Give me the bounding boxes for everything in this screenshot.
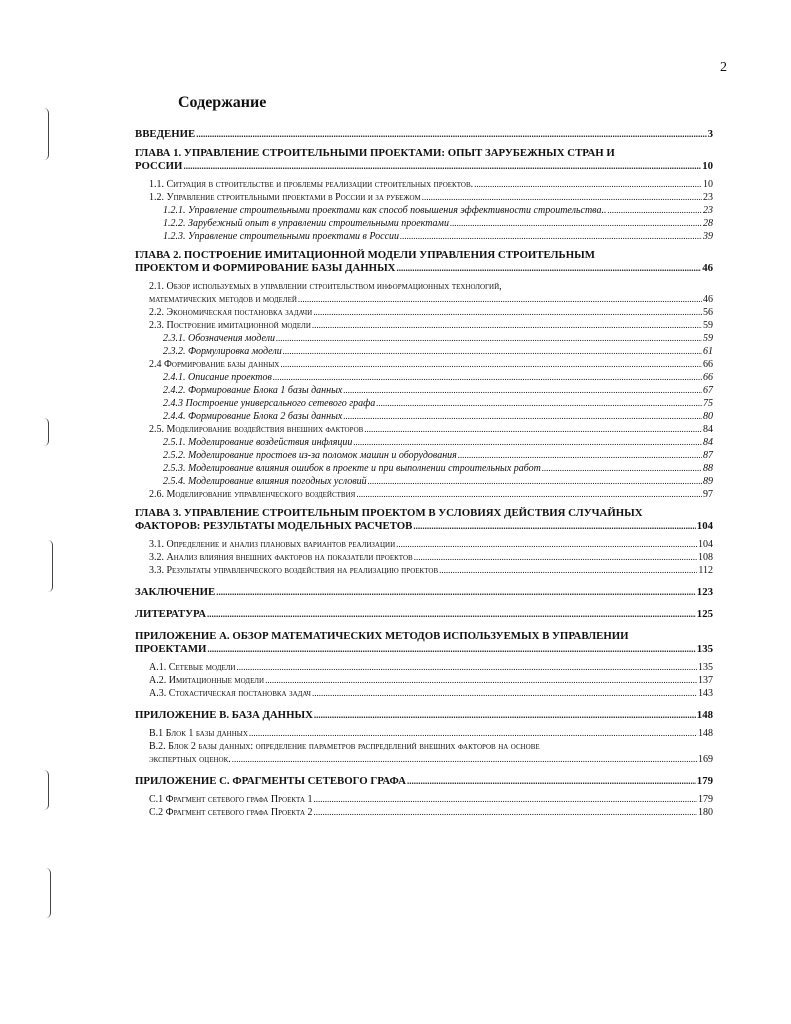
toc-entry-title: 2.3.1. Обозначения модели	[163, 333, 276, 344]
toc-entry	[135, 319, 713, 332]
toc-entry-page: 10	[703, 179, 713, 190]
toc-entry	[135, 564, 713, 577]
toc-entry-title-first-line: ГЛАВА 3. УПРАВЛЕНИЕ СТРОИТЕЛЬНЫМ ПРОЕКТОМ В УСЛОВИЯХ ДЕЙСТВИЯ СЛУЧАЙНЫХ	[135, 507, 643, 519]
toc-entry	[135, 423, 713, 436]
toc-entry-page: 89	[703, 476, 713, 487]
dot-leader	[312, 687, 697, 700]
toc-entry-title: 2.4.4. Формирование Блока 2 базы данных	[163, 411, 343, 422]
toc-entry-title: 2.5.1. Моделирование воздействия инфляции	[163, 437, 353, 448]
toc-entry	[135, 371, 713, 384]
toc-entry-title: 2.5.4. Моделирование влияния погодных условий	[163, 476, 367, 487]
toc-entry	[135, 608, 713, 621]
dot-leader	[283, 345, 702, 358]
toc-entry-page: 39	[703, 231, 713, 242]
toc-entry-title: ПРОЕКТАМИ	[135, 643, 207, 655]
toc-entry-page: 104	[696, 520, 713, 532]
dot-leader	[474, 178, 702, 191]
dot-leader	[396, 262, 701, 275]
toc-entry	[135, 436, 713, 449]
toc-entry-title: 2.4.1. Описание проектов	[163, 372, 272, 383]
dot-leader	[343, 410, 702, 423]
dot-leader	[356, 488, 702, 501]
dot-leader	[312, 319, 702, 332]
dot-leader	[280, 358, 702, 371]
dot-leader	[450, 217, 702, 230]
toc-entry	[135, 332, 713, 345]
toc-entry-title: ПРОЕКТОМ И ФОРМИРОВАНИЕ БАЗЫ ДАННЫХ	[135, 262, 396, 274]
toc-entry	[135, 793, 713, 806]
toc-entry	[135, 630, 713, 656]
toc-entry-page: 67	[703, 385, 713, 396]
toc-entry	[135, 806, 713, 819]
toc-entry	[135, 204, 713, 217]
toc-entry-title: 3.3. Результаты управленческого воздействия на реализацию проектов	[149, 565, 439, 576]
toc-entry-title-first-line: В.2. Блок 2 базы данных: определение параметров распределений внешних факторов на основе	[149, 741, 540, 752]
toc-entry-title: 2.4.3 Построение универсального сетевого графа	[163, 398, 376, 409]
dot-leader	[314, 709, 696, 722]
dot-leader	[298, 293, 702, 306]
toc-entry-title: 2.5.2. Моделирование простоев из-за поломок машин и оборудования	[163, 450, 457, 461]
toc-entry	[135, 661, 713, 674]
toc-entry	[135, 507, 713, 533]
toc-entry-page: 66	[703, 359, 713, 370]
dot-leader	[364, 423, 702, 436]
toc-entry-page: 135	[696, 643, 713, 655]
toc-entry-title: ЗАКЛЮЧЕНИЕ	[135, 586, 216, 598]
toc-entry-page: 59	[703, 320, 713, 331]
toc-entry-page: 56	[703, 307, 713, 318]
dot-leader	[376, 397, 702, 410]
toc-entry-title: 2.6. Моделирование управленческого воздействия	[149, 489, 356, 500]
toc-entry	[135, 462, 713, 475]
toc-entry	[135, 775, 713, 788]
toc-entry-title: ФАКТОРОВ: РЕЗУЛЬТАТЫ МОДЕЛЬНЫХ РАСЧЕТОВ	[135, 520, 413, 532]
dot-leader	[400, 230, 702, 243]
toc-entry	[135, 727, 713, 740]
table-of-contents	[135, 128, 713, 819]
dot-leader	[196, 128, 706, 141]
toc-entry-page: 179	[698, 794, 713, 805]
toc-entry-page: 23	[703, 192, 713, 203]
toc-entry-title: А.1. Сетевые модели	[149, 662, 236, 673]
toc-entry-title: 2.3.2. Формулировка модели	[163, 346, 282, 357]
toc-entry-page: 104	[698, 539, 713, 550]
dot-leader	[183, 160, 701, 173]
toc-entry-title-first-line: ГЛАВА 1. УПРАВЛЕНИЕ СТРОИТЕЛЬНЫМИ ПРОЕКТАМИ: ОПЫТ ЗАРУБЕЖНЫХ СТРАН И	[135, 147, 615, 159]
toc-entry-title: РОССИИ	[135, 160, 183, 172]
toc-entry-page: 84	[703, 424, 713, 435]
toc-entry	[135, 306, 713, 319]
margin-bracket-mark	[44, 108, 49, 160]
dot-leader	[313, 306, 702, 319]
dot-leader	[216, 586, 696, 599]
toc-entry	[135, 280, 713, 306]
page-number: 2	[720, 60, 727, 75]
dot-leader	[353, 436, 702, 449]
toc-entry-title: 2.3. Построение имитационной модели	[149, 320, 311, 331]
dot-leader	[343, 384, 702, 397]
dot-leader	[232, 753, 697, 766]
dot-leader	[207, 608, 696, 621]
toc-entry	[135, 128, 713, 141]
toc-entry-page: 59	[703, 333, 713, 344]
toc-entry	[135, 687, 713, 700]
toc-entry-page: 46	[702, 262, 713, 274]
toc-entry-page: 75	[703, 398, 713, 409]
toc-entry-page: 46	[703, 294, 713, 305]
dot-leader	[236, 661, 697, 674]
margin-bracket-mark	[48, 540, 53, 592]
toc-entry-title: А.3. Стохастическая постановка задач	[149, 688, 311, 699]
toc-entry-page: 23	[703, 205, 713, 216]
dot-leader	[542, 462, 702, 475]
toc-entry-title: 1.1. Ситуация в строительстве и проблемы реализации строительных проектов.	[149, 179, 474, 190]
toc-entry-title: С.2 Фрагмент сетевого графа Проекта 2	[149, 807, 313, 818]
toc-entry-title: ПРИЛОЖЕНИЕ С. ФРАГМЕНТЫ СЕТЕВОГО ГРАФА	[135, 775, 406, 787]
toc-entry	[135, 709, 713, 722]
margin-bracket-mark	[44, 418, 49, 446]
dot-leader	[265, 674, 697, 687]
toc-entry	[135, 358, 713, 371]
toc-entry-page: 28	[703, 218, 713, 229]
toc-entry	[135, 191, 713, 204]
toc-entry-page: 3	[707, 128, 713, 140]
toc-entry-title: 2.4.2. Формирование Блока 1 базы данных	[163, 385, 343, 396]
toc-entry-page: 148	[696, 709, 713, 721]
toc-entry-title: 2.2. Экономическая постановка задачи	[149, 307, 313, 318]
toc-entry-title: 2.4 Формирование базы данных	[149, 359, 280, 370]
toc-entry-page: 135	[698, 662, 713, 673]
toc-entry-page: 80	[703, 411, 713, 422]
dot-leader	[207, 643, 695, 656]
toc-entry-title-first-line: ПРИЛОЖЕНИЕ А. ОБЗОР МАТЕМАТИЧЕСКИХ МЕТОДОВ ИСПОЛЬЗУЕМЫХ В УПРАВЛЕНИИ	[135, 630, 629, 642]
toc-entry-page: 61	[703, 346, 713, 357]
toc-entry	[135, 147, 713, 173]
toc-entry	[135, 740, 713, 766]
toc-entry-page: 125	[696, 608, 713, 620]
dot-leader	[414, 551, 697, 564]
toc-entry-title: 3.1. Определение и анализ плановых вариантов реализации	[149, 539, 396, 550]
toc-entry	[135, 410, 713, 423]
dot-leader	[396, 538, 697, 551]
toc-entry-title: 2.5. Моделирование воздействия внешних факторов	[149, 424, 364, 435]
toc-entry	[135, 449, 713, 462]
toc-entry-page: 143	[698, 688, 713, 699]
toc-entry	[135, 178, 713, 191]
toc-entry-title: 2.5.3. Моделирование влияния ошибок в проекте и при выполнении строительных работ	[163, 463, 541, 474]
margin-bracket-mark	[46, 868, 51, 918]
toc-entry	[135, 674, 713, 687]
toc-entry-page: 112	[698, 565, 713, 576]
toc-entry-title: С.1 Фрагмент сетевого графа Проекта 1	[149, 794, 313, 805]
toc-entry-title: 3.2. Анализ влияния внешних факторов на показатели проектов	[149, 552, 413, 563]
toc-entry-title: ПРИЛОЖЕНИЕ В. БАЗА ДАННЫХ	[135, 709, 313, 721]
toc-entry-page: 87	[703, 450, 713, 461]
dot-leader	[413, 520, 695, 533]
toc-entry	[135, 217, 713, 230]
dot-leader	[273, 371, 702, 384]
toc-entry-title-first-line: 2.1. Обзор используемых в управлении строительством информационных технологий,	[149, 281, 502, 292]
toc-entry-page: 108	[698, 552, 713, 563]
toc-entry-title: 1.2.2. Зарубежный опыт в управлении строительными проектами	[163, 218, 449, 229]
toc-entry-title: ВВЕДЕНИЕ	[135, 128, 196, 140]
toc-entry	[135, 345, 713, 358]
toc-entry-page: 179	[696, 775, 713, 787]
toc-entry-page: 66	[703, 372, 713, 383]
dot-leader	[314, 793, 697, 806]
toc-entry-page: 88	[703, 463, 713, 474]
toc-entry-title-first-line: ГЛАВА 2. ПОСТРОЕНИЕ ИМИТАЦИОННОЙ МОДЕЛИ УПРАВЛЕНИЯ СТРОИТЕЛЬНЫМ	[135, 249, 595, 261]
dot-leader	[276, 332, 702, 345]
toc-entry	[135, 230, 713, 243]
toc-entry-title: ЛИТЕРАТУРА	[135, 608, 207, 620]
margin-bracket-mark	[44, 770, 49, 810]
toc-entry-title: экспертных оценок.	[149, 754, 231, 765]
toc-entry-page: 180	[698, 807, 713, 818]
toc-entry-title: А.2. Имитационные модели	[149, 675, 265, 686]
dot-leader	[407, 775, 696, 788]
toc-entry	[135, 475, 713, 488]
toc-entry-page: 97	[703, 489, 713, 500]
toc-entry-page: 137	[698, 675, 713, 686]
dot-leader	[314, 806, 697, 819]
toc-entry-title: математических методов и моделей	[149, 294, 297, 305]
toc-entry-title: 1.2.1. Управление строительными проектами как способ повышения эффективности строительства..	[163, 205, 607, 216]
toc-entry	[135, 551, 713, 564]
dot-leader	[368, 475, 702, 488]
toc-entry-page: 123	[696, 586, 713, 598]
toc-entry-page: 10	[702, 160, 713, 172]
toc-entry-page: 84	[703, 437, 713, 448]
toc-entry-page: 148	[698, 728, 713, 739]
dot-leader	[422, 191, 702, 204]
toc-entry	[135, 586, 713, 599]
toc-entry-title: В.1 Блок 1 базы данных	[149, 728, 248, 739]
dot-leader	[439, 564, 697, 577]
toc-entry-title: 1.2.3. Управление строительными проектами в России	[163, 231, 400, 242]
toc-entry	[135, 538, 713, 551]
toc-entry	[135, 488, 713, 501]
dot-leader	[607, 204, 702, 217]
toc-entry	[135, 384, 713, 397]
toc-entry	[135, 249, 713, 275]
toc-entry-page: 169	[698, 754, 713, 765]
dot-leader	[458, 449, 702, 462]
page-title: Содержание	[178, 94, 267, 111]
toc-entry-title: 1.2. Управление строительными проектами в России и за рубежом	[149, 192, 421, 203]
dot-leader	[249, 727, 697, 740]
toc-entry	[135, 397, 713, 410]
